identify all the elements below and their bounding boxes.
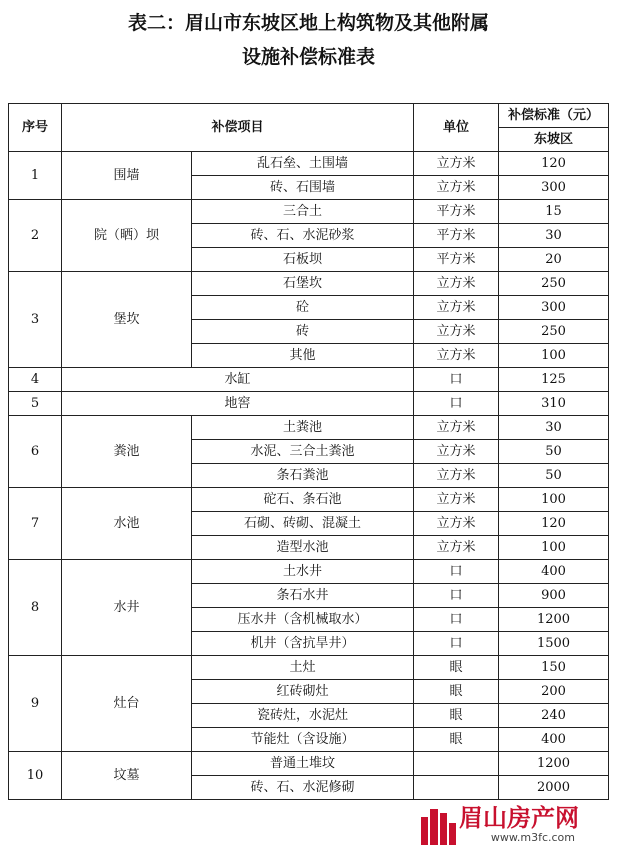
standard-value: 20 — [499, 248, 609, 272]
row-seq: 10 — [9, 752, 62, 800]
table-row — [9, 200, 609, 224]
header-district: 东坡区 — [499, 128, 609, 152]
table-row — [9, 152, 609, 176]
watermark-url: www.m3fc.com — [490, 830, 575, 844]
unit-cell: 立方米 — [414, 296, 499, 320]
sub-item: 水泥、三合土粪池 — [192, 440, 414, 464]
category-name: 水缸 — [62, 368, 414, 392]
header-standard: 补偿标准（元） — [499, 104, 609, 128]
sub-item: 节能灶（含设施） — [192, 728, 414, 752]
table-row — [9, 272, 609, 296]
unit-cell: 口 — [414, 392, 499, 416]
sub-item: 砖、石、水泥砂浆 — [192, 224, 414, 248]
standard-value: 100 — [499, 488, 609, 512]
page-title: 表二：眉山市东坡区地上构筑物及其他附属 — [127, 12, 489, 34]
unit-cell: 平方米 — [414, 248, 499, 272]
standard-value: 300 — [499, 296, 609, 320]
standard-value: 250 — [499, 320, 609, 344]
standard-value: 120 — [499, 152, 609, 176]
row-seq: 1 — [9, 152, 62, 200]
category-name: 院（晒）坝 — [62, 200, 192, 272]
unit-cell: 平方米 — [414, 224, 499, 248]
unit-cell: 眼 — [414, 656, 499, 680]
standard-value: 50 — [499, 440, 609, 464]
sub-item: 砼 — [192, 296, 414, 320]
sub-item: 机井（含抗旱井） — [192, 632, 414, 656]
row-seq: 5 — [9, 392, 62, 416]
sub-item: 红砖砌灶 — [192, 680, 414, 704]
standard-value: 250 — [499, 272, 609, 296]
unit-cell: 立方米 — [414, 536, 499, 560]
row-seq: 6 — [9, 416, 62, 488]
unit-cell: 口 — [414, 632, 499, 656]
unit-cell: 立方米 — [414, 152, 499, 176]
unit-cell: 立方米 — [414, 464, 499, 488]
sub-item: 压水井（含机械取水） — [192, 608, 414, 632]
unit-cell: 口 — [414, 608, 499, 632]
standard-value: 15 — [499, 200, 609, 224]
unit-cell: 平方米 — [414, 200, 499, 224]
standard-value: 1500 — [499, 632, 609, 656]
unit-cell: 眼 — [414, 728, 499, 752]
sub-item: 石砌、砖砌、混凝土 — [192, 512, 414, 536]
standard-value: 200 — [499, 680, 609, 704]
unit-cell: 立方米 — [414, 176, 499, 200]
sub-item: 砖、石、水泥修砌 — [192, 776, 414, 800]
sub-item: 造型水池 — [192, 536, 414, 560]
sub-item: 土水井 — [192, 560, 414, 584]
unit-cell — [414, 776, 499, 800]
standard-value: 240 — [499, 704, 609, 728]
standard-value: 310 — [499, 392, 609, 416]
header-unit: 单位 — [414, 104, 499, 152]
unit-cell: 立方米 — [414, 512, 499, 536]
standard-value: 400 — [499, 560, 609, 584]
unit-cell: 立方米 — [414, 344, 499, 368]
unit-cell: 立方米 — [414, 320, 499, 344]
standard-value: 2000 — [499, 776, 609, 800]
unit-cell: 口 — [414, 584, 499, 608]
standard-value: 150 — [499, 656, 609, 680]
row-seq: 7 — [9, 488, 62, 560]
sub-item: 条石水井 — [192, 584, 414, 608]
standard-value: 400 — [499, 728, 609, 752]
sub-item: 三合土 — [192, 200, 414, 224]
standard-value: 50 — [499, 464, 609, 488]
unit-cell: 口 — [414, 368, 499, 392]
sub-item: 石堡坎 — [192, 272, 414, 296]
standard-value: 120 — [499, 512, 609, 536]
standard-value: 100 — [499, 344, 609, 368]
category-name: 灶台 — [62, 656, 192, 752]
sub-item: 砖 — [192, 320, 414, 344]
unit-cell: 立方米 — [414, 488, 499, 512]
standard-value: 900 — [499, 584, 609, 608]
standard-value: 100 — [499, 536, 609, 560]
sub-item: 土粪池 — [192, 416, 414, 440]
table-row — [9, 752, 609, 776]
category-name: 地窖 — [62, 392, 414, 416]
row-seq: 3 — [9, 272, 62, 368]
unit-cell: 立方米 — [414, 416, 499, 440]
sub-item: 土灶 — [192, 656, 414, 680]
sub-item: 其他 — [192, 344, 414, 368]
category-name: 水井 — [62, 560, 192, 656]
sub-item: 石板坝 — [192, 248, 414, 272]
header-seq: 序号 — [9, 104, 62, 152]
table-row — [9, 368, 609, 392]
row-seq: 8 — [9, 560, 62, 656]
row-seq: 9 — [9, 656, 62, 752]
unit-cell: 眼 — [414, 680, 499, 704]
row-seq: 2 — [9, 200, 62, 272]
page-subtitle: 设施补偿标准表 — [241, 46, 375, 68]
standard-value: 125 — [499, 368, 609, 392]
unit-cell: 立方米 — [414, 440, 499, 464]
table-row — [9, 488, 609, 512]
sub-item: 乱石垒、土围墙 — [192, 152, 414, 176]
standard-value: 30 — [499, 224, 609, 248]
unit-cell: 眼 — [414, 704, 499, 728]
watermark-text: 眉山房产网 — [459, 803, 579, 832]
standard-value: 1200 — [499, 608, 609, 632]
header-item: 补偿项目 — [62, 104, 414, 152]
unit-cell: 口 — [414, 560, 499, 584]
unit-cell — [414, 752, 499, 776]
table-row — [9, 656, 609, 680]
sub-item: 条石粪池 — [192, 464, 414, 488]
category-name: 围墙 — [62, 152, 192, 200]
row-seq: 4 — [9, 368, 62, 392]
standard-value: 1200 — [499, 752, 609, 776]
category-name: 坟墓 — [62, 752, 192, 800]
table-row — [9, 416, 609, 440]
sub-item: 普通土堆坟 — [192, 752, 414, 776]
table-row — [9, 392, 609, 416]
category-name: 堡坎 — [62, 272, 192, 368]
sub-item: 砖、石围墙 — [192, 176, 414, 200]
category-name: 粪池 — [62, 416, 192, 488]
table-row — [9, 560, 609, 584]
standard-value: 30 — [499, 416, 609, 440]
standard-value: 300 — [499, 176, 609, 200]
category-name: 水池 — [62, 488, 192, 560]
compensation-table — [8, 103, 609, 800]
sub-item: 瓷砖灶，水泥灶 — [192, 704, 414, 728]
unit-cell: 立方米 — [414, 272, 499, 296]
sub-item: 砣石、条石池 — [192, 488, 414, 512]
